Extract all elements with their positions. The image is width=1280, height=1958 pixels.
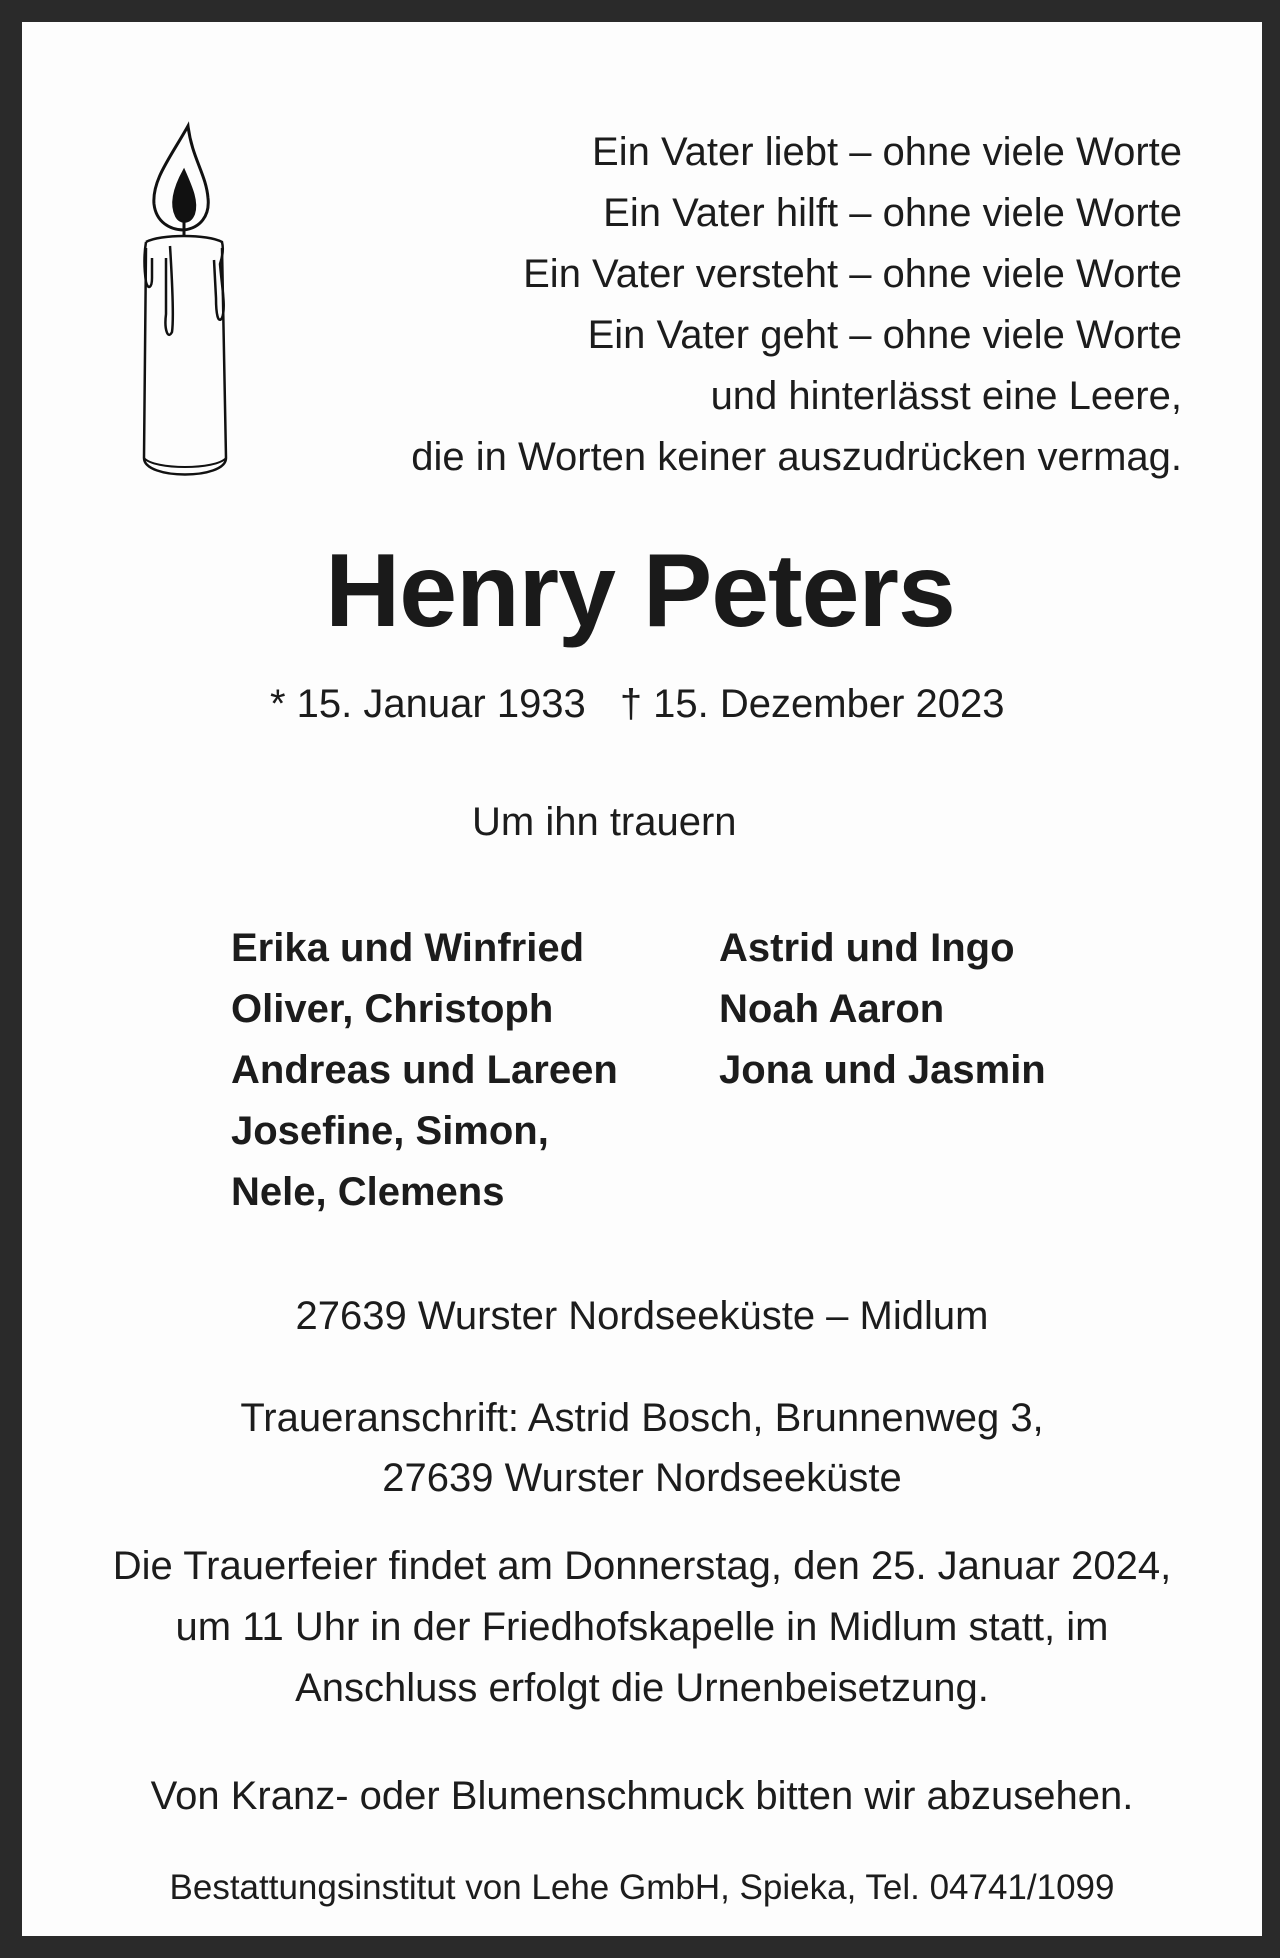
mourning-address-line: Traueranschrift: Astrid Bosch, Brunnenweg 3,: [240, 1396, 1044, 1440]
mourner-entry: Astrid und Ingo: [719, 926, 1015, 970]
poem-line: Ein Vater hilft – ohne viele Worte: [603, 191, 1182, 235]
mourner-entry: Josefine, Simon,: [231, 1109, 549, 1153]
poem-line: und hinterlässt eine Leere,: [710, 374, 1182, 418]
mourners-intro: Um ihn trauern: [472, 800, 737, 844]
mourners-left-column: [231, 918, 618, 1223]
ceremony-line: Anschluss erfolgt die Urnenbeisetzung.: [295, 1666, 989, 1710]
ceremony-line: um 11 Uhr in der Friedhofskapelle in Midlum statt, im: [175, 1605, 1109, 1649]
obituary-notice: [22, 22, 1262, 1936]
mourner-entry: Erika und Winfried: [231, 926, 585, 970]
mourner-entry: Oliver, Christoph: [231, 987, 554, 1031]
mourning-address-line: 27639 Wurster Nordseeküste: [382, 1456, 902, 1500]
deceased-name: Henry Peters: [325, 533, 955, 649]
flowers-note: Von Kranz- oder Blumenschmuck bitten wir abzusehen.: [150, 1774, 1134, 1818]
poem-line: Ein Vater versteht – ohne viele Worte: [523, 252, 1182, 296]
mourners-right-column: [719, 918, 1046, 1101]
mourner-entry: Noah Aaron: [719, 987, 945, 1031]
death-date: † 15. Dezember 2023: [619, 682, 1005, 726]
mourner-entry: Nele, Clemens: [231, 1170, 505, 1214]
ceremony-info: [22, 1536, 1262, 1719]
undertaker-info: Bestattungsinstitut von Lehe GmbH, Spieka, Tel. 04741/1099: [169, 1868, 1115, 1907]
mourning-address: [22, 1388, 1262, 1508]
place-line: 27639 Wurster Nordseeküste – Midlum: [295, 1294, 989, 1338]
mourner-entry: Andreas und Lareen: [231, 1048, 618, 1092]
birth-date: * 15. Januar 1933: [270, 682, 586, 726]
poem-line: die in Worten keiner auszudrücken vermag.: [411, 435, 1182, 479]
poem: [411, 122, 1182, 488]
life-dates: [270, 682, 1005, 727]
mourner-entry: Jona und Jasmin: [719, 1048, 1046, 1092]
candle-icon: [130, 118, 240, 488]
poem-line: Ein Vater geht – ohne viele Worte: [587, 313, 1182, 357]
ceremony-line: Die Trauerfeier findet am Donnerstag, den 25. Januar 2024,: [112, 1544, 1172, 1588]
poem-line: Ein Vater liebt – ohne viele Worte: [592, 130, 1182, 174]
